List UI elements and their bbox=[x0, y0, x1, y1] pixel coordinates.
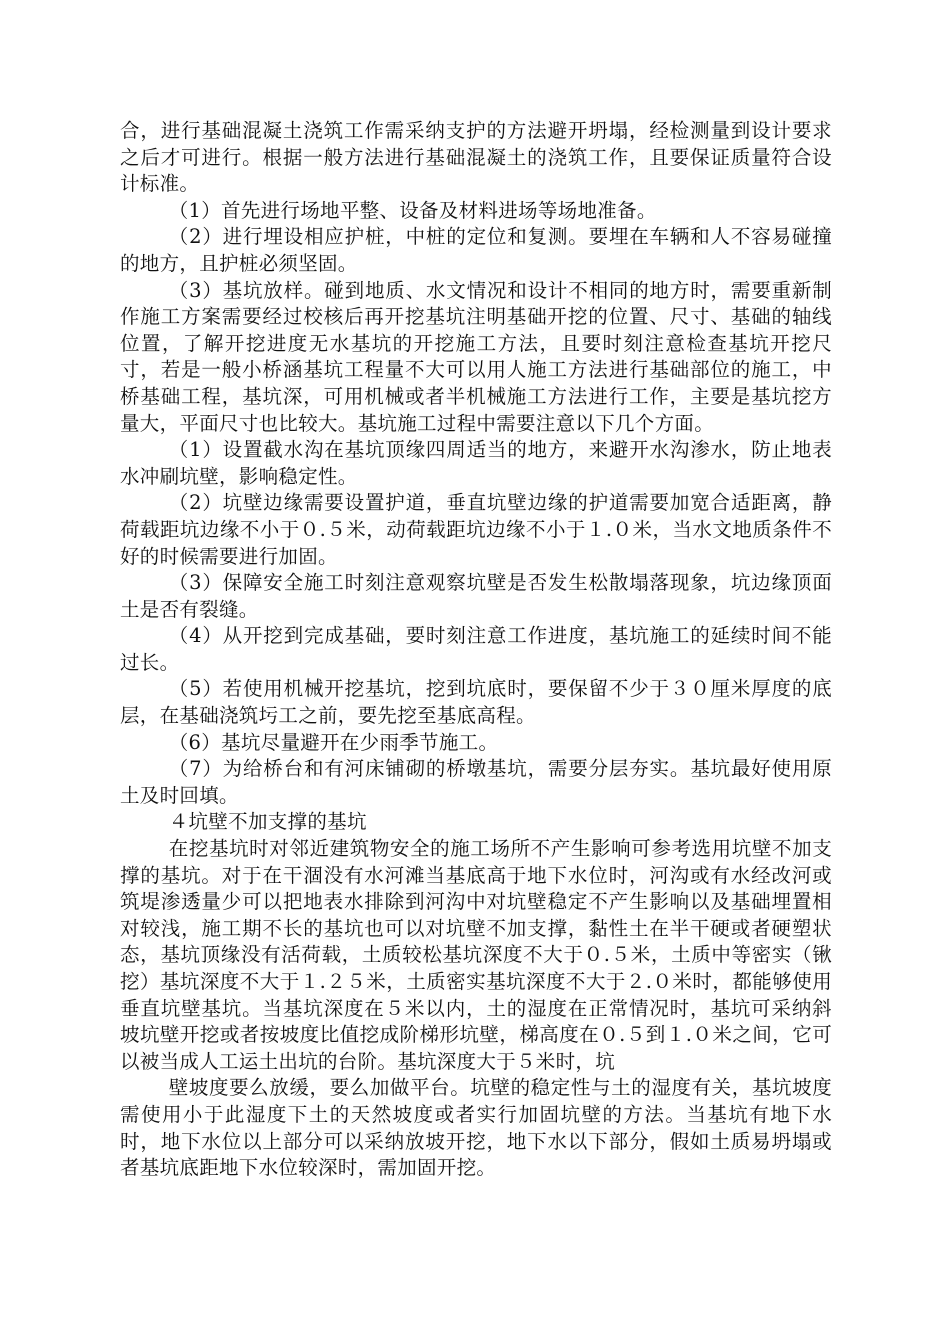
section-heading: ４坑壁不加支撑的基坑 bbox=[168, 810, 367, 834]
paragraph-continuation: 合，进行基础混凝土浇筑工作需采纳支护的方法避开坍塌，经检测量到设计要求之后才可进行。根据一般方法进行基础混凝土的浇筑工作，且要保证质量符合设计标准。 bbox=[120, 119, 832, 196]
paragraph-unsupported-pit: 在挖基坑时对邻近建筑物安全的施工场所不产生影响可参考选用坑壁不加支撑的基坑。对于在干涸没有水河滩当基底高于地下水位时，河沟或有水经改河或筑堤渗透量少可以把地表水排除到河沟中对坑壁稳定不产生影响以及基础埋置相对较浅，施工期不长的基坑也可以对坑壁不加支撑，黏性土在半干硬或者硬塑状态，基坑顶缘没有活荷载，土质较松基坑深度不大于０.５米，土质中等密实（锹挖）基坑深度不大于１.２５米，土质密实基坑深度不大于２.０米时，都能够使用垂直坑壁基坑。当基坑深度在５米以内，土的湿度在正常情况时，基坑可采纳斜坡坑壁开挖或者按坡度比值挖成阶梯形坑壁，梯高度在０.５到１.０米之间，它可以被当成人工运土出坑的台阶。基坑深度大于５米时，坑 bbox=[120, 837, 832, 1073]
paragraph-step-1: （1）首先进行场地平整、设备及材料进场等场地准备。 bbox=[168, 198, 657, 222]
paragraph-note-2: （2）坑壁边缘需要设置护道，垂直坑壁边缘的护道需要加宽合适距离，静荷载距坑边缘不小于０.５米，动荷载距坑边缘不小于１.０米，当水文地质条件不好的时候需要进行加固。 bbox=[120, 491, 832, 568]
paragraph-slope: 壁坡度要么放缓，要么加做平台。坑壁的稳定性与土的湿度有关，基坑坡度需使用小于此湿度下土的天然坡度或者实行加固坑壁的方法。当基坑有地下水时，地下水位以上部分可以采纳放坡开挖，地下水以下部分，假如土质易坍塌或者基坑底距地下水位较深时，需加固开挖。 bbox=[120, 1076, 832, 1180]
paragraph-note-4: （4）从开挖到完成基础，要时刻注意工作进度，基坑施工的延续时间不能过长。 bbox=[120, 624, 832, 674]
paragraph-step-2: （2）进行埋设相应护桩，中桩的定位和复测。要埋在车辆和人不容易碰撞的地方，且护桩必须坚固。 bbox=[120, 225, 832, 275]
paragraph-note-7: （7）为给桥台和有河床铺砌的桥墩基坑，需要分层夯实。基坑最好使用原土及时回填。 bbox=[120, 757, 832, 807]
paragraph-note-3: （3）保障安全施工时刻注意观察坑壁是否发生松散塌落现象，坑边缘顶面土是否有裂缝。 bbox=[120, 571, 832, 621]
document-body bbox=[120, 118, 832, 1182]
paragraph-note-6: （6）基坑尽量避开在少雨季节施工。 bbox=[168, 730, 499, 754]
paragraph-step-3: （3）基坑放样。碰到地质、水文情况和设计不相同的地方时，需要重新制作施工方案需要经过校核后再开挖基坑注明基础开挖的位置、尺寸、基础的轴线位置，了解开挖进度无水基坑的开挖施工方法，且要时刻注意检查基坑开挖尺寸，若是一般小桥涵基坑工程量不大可以用人施工方法进行基础部位的施工，中桥基础工程，基坑深，可用机械或者半机械施工方法进行工作，主要是基坑挖方量大，平面尺寸也比较大。基坑施工过程中需要注意以下几个方面。 bbox=[120, 278, 832, 435]
paragraph-note-5: （5）若使用机械开挖基坑，挖到坑底时，要保留不少于３０厘米厚度的底层，在基础浇筑圬工之前，要先挖至基底高程。 bbox=[120, 677, 832, 728]
paragraph-note-1: （1）设置截水沟在基坑顶缘四周适当的地方，来避开水沟渗水，防止地表水冲刷坑壁，影响稳定性。 bbox=[120, 438, 832, 488]
